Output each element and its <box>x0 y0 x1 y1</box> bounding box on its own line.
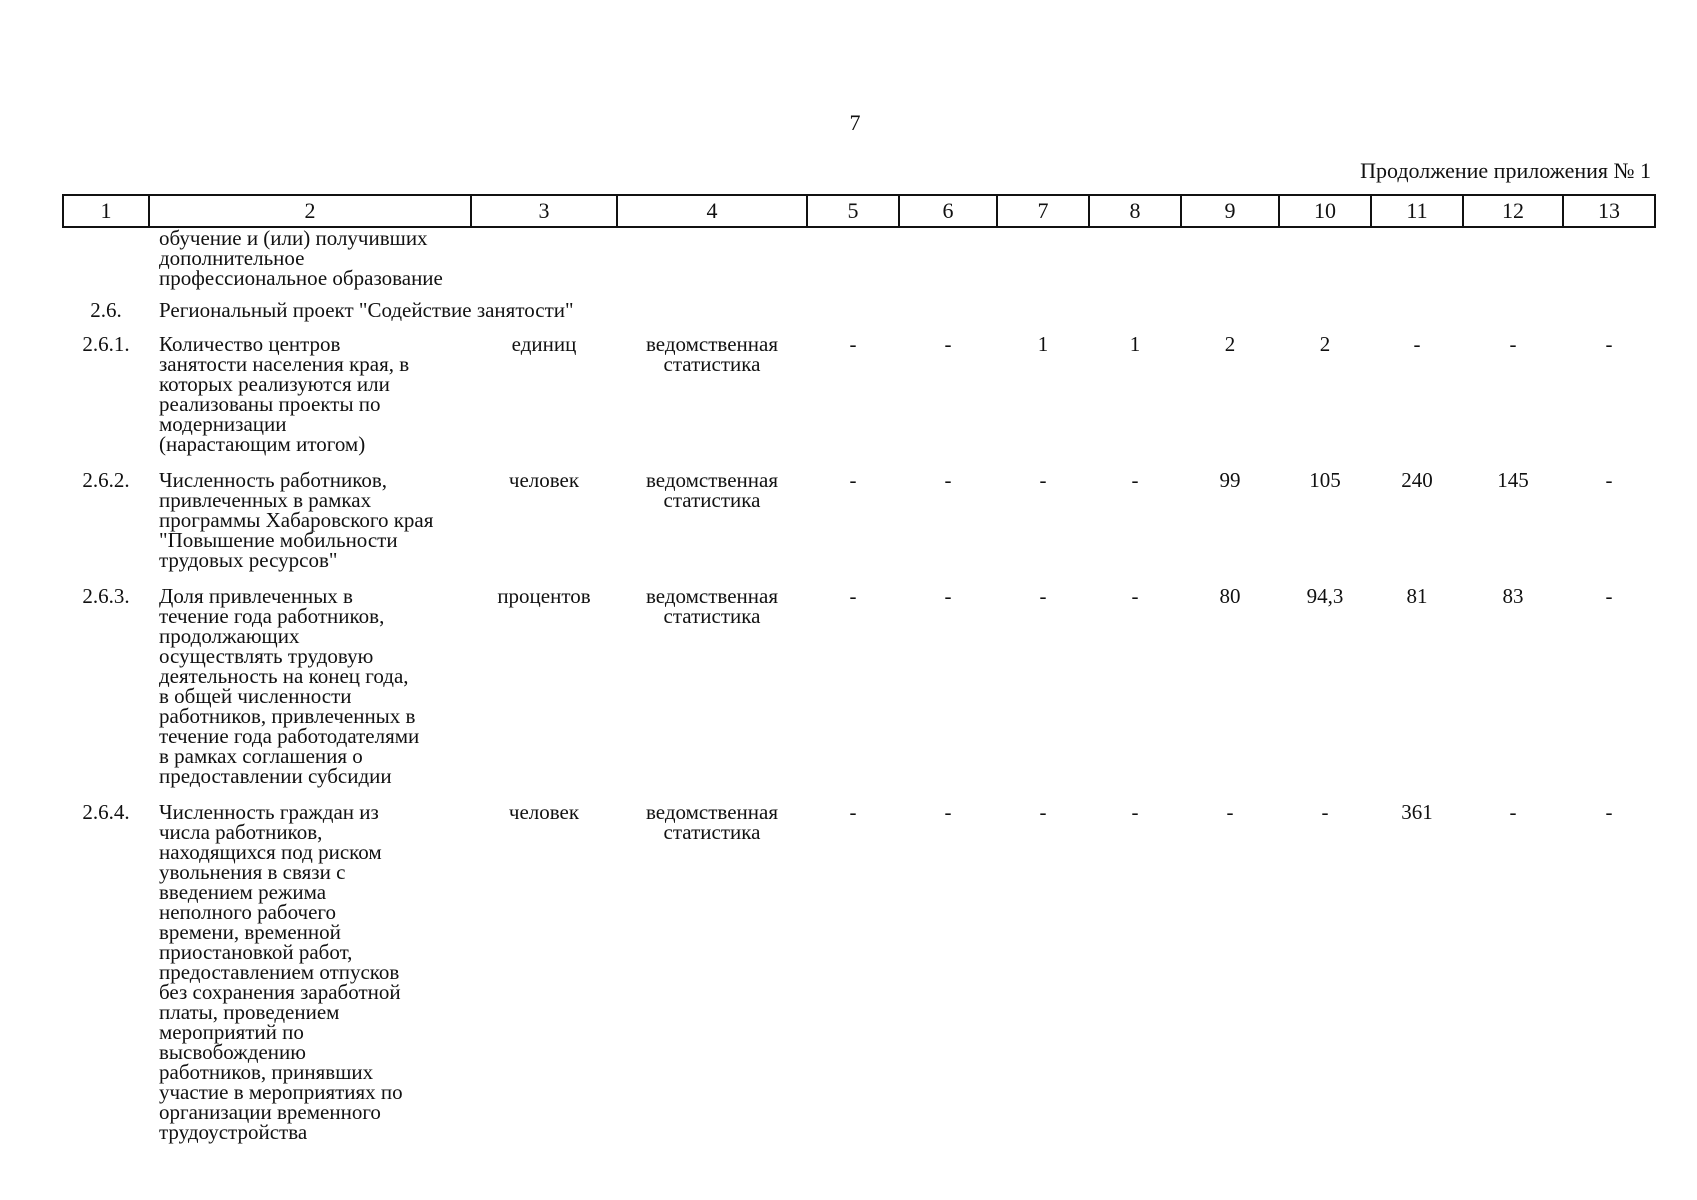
value-cell: - <box>944 332 952 356</box>
section-title: Региональный проект "Содействие занятости" <box>159 298 574 322</box>
unit-cell: процентов <box>497 584 591 608</box>
value-cell: 83 <box>1502 584 1524 608</box>
value-cell: 81 <box>1406 584 1428 608</box>
column-header: 9 <box>1181 195 1279 227</box>
value-cell: - <box>1226 800 1234 824</box>
value-cell: 99 <box>1219 468 1241 492</box>
value-cell: - <box>944 800 952 824</box>
value-cell: - <box>1039 584 1047 608</box>
value-cell: 1 <box>1129 332 1141 356</box>
value-cell: 2 <box>1224 332 1236 356</box>
source-cell: ведомственная статистика <box>646 800 778 844</box>
indicator-name: Доля привлеченных в течение года работников, продолжающих осуществлять трудовую деятельность на конец года, в общей численности работников, привлеченных в течение года работодателями в рамках соглашения о предоставлении субсидии <box>159 584 420 788</box>
value-cell: - <box>1131 800 1139 824</box>
carryover-row <box>63 227 1655 296</box>
table-row <box>63 464 1655 580</box>
column-header: 3 <box>471 195 617 227</box>
column-header: 5 <box>807 195 899 227</box>
source-cell: ведомственная статистика <box>646 332 778 376</box>
value-cell: - <box>1321 800 1329 824</box>
value-cell: - <box>944 584 952 608</box>
indicator-name: Количество центров занятости населения края, в которых реализуются или реализованы проекты по модернизации (нарастающим итогом) <box>159 332 410 456</box>
value-cell: - <box>1039 468 1047 492</box>
column-header: 8 <box>1089 195 1181 227</box>
value-cell: 80 <box>1219 584 1241 608</box>
row-number: 2.6.1. <box>82 332 130 356</box>
value-cell: - <box>1131 468 1139 492</box>
indicator-name: Численность работников, привлеченных в рамках программы Хабаровского края "Повышение мобильности трудовых ресурсов" <box>159 468 434 572</box>
column-header: 11 <box>1371 195 1463 227</box>
unit-cell: единиц <box>511 332 577 356</box>
row-number: 2.6.4. <box>82 800 130 824</box>
column-header: 13 <box>1563 195 1655 227</box>
column-header: 6 <box>899 195 997 227</box>
value-cell: - <box>1509 800 1517 824</box>
value-cell: - <box>849 800 857 824</box>
column-number-header <box>63 195 1655 227</box>
value-cell: 145 <box>1497 468 1529 492</box>
value-cell: - <box>1413 332 1421 356</box>
value-cell: - <box>1605 468 1613 492</box>
value-cell: - <box>944 468 952 492</box>
column-header: 4 <box>617 195 807 227</box>
value-cell: 1 <box>1037 332 1049 356</box>
row-number: 2.6.2. <box>82 468 130 492</box>
row-number: 2.6.3. <box>82 584 130 608</box>
column-header: 2 <box>149 195 471 227</box>
table-row <box>63 328 1655 464</box>
value-cell: - <box>849 584 857 608</box>
source-cell: ведомственная статистика <box>646 584 778 628</box>
column-header: 12 <box>1463 195 1563 227</box>
table-row <box>63 580 1655 796</box>
unit-cell: человек <box>508 800 580 824</box>
value-cell: - <box>1509 332 1517 356</box>
unit-cell: человек <box>508 468 580 492</box>
carryover-text: обучение и (или) получивших дополнительное профессиональное образование <box>159 226 443 290</box>
source-cell: ведомственная статистика <box>646 468 778 512</box>
value-cell: - <box>1605 332 1613 356</box>
value-cell: 105 <box>1309 468 1341 492</box>
indicators-table-container <box>62 194 1654 1152</box>
value-cell: 2 <box>1319 332 1331 356</box>
section-number: 2.6. <box>90 298 122 322</box>
column-header: 1 <box>63 195 149 227</box>
section-row <box>63 296 1655 328</box>
value-cell: 240 <box>1401 468 1433 492</box>
page-number: 7 <box>849 110 861 135</box>
value-cell: - <box>1605 584 1613 608</box>
column-header: 7 <box>997 195 1089 227</box>
value-cell: - <box>1039 800 1047 824</box>
value-cell: 361 <box>1401 800 1433 824</box>
value-cell: - <box>849 468 857 492</box>
value-cell: 94,3 <box>1306 584 1344 608</box>
table-row <box>63 796 1655 1152</box>
column-header: 10 <box>1279 195 1371 227</box>
indicator-name: Численность граждан из числа работников, находящихся под риском увольнения в связи с введением режима неполного рабочего времени, временной приостановкой работ, предоставлением отпусков без сохранения заработной платы, проведением мероприятий по высвобождению работников, принявших участие в мероприятиях по организации временного трудоустройства <box>159 800 403 1144</box>
value-cell: - <box>1605 800 1613 824</box>
indicators-table <box>62 194 1656 1152</box>
value-cell: - <box>849 332 857 356</box>
value-cell: - <box>1131 584 1139 608</box>
continuation-label: Продолжение приложения № 1 <box>1360 158 1651 183</box>
